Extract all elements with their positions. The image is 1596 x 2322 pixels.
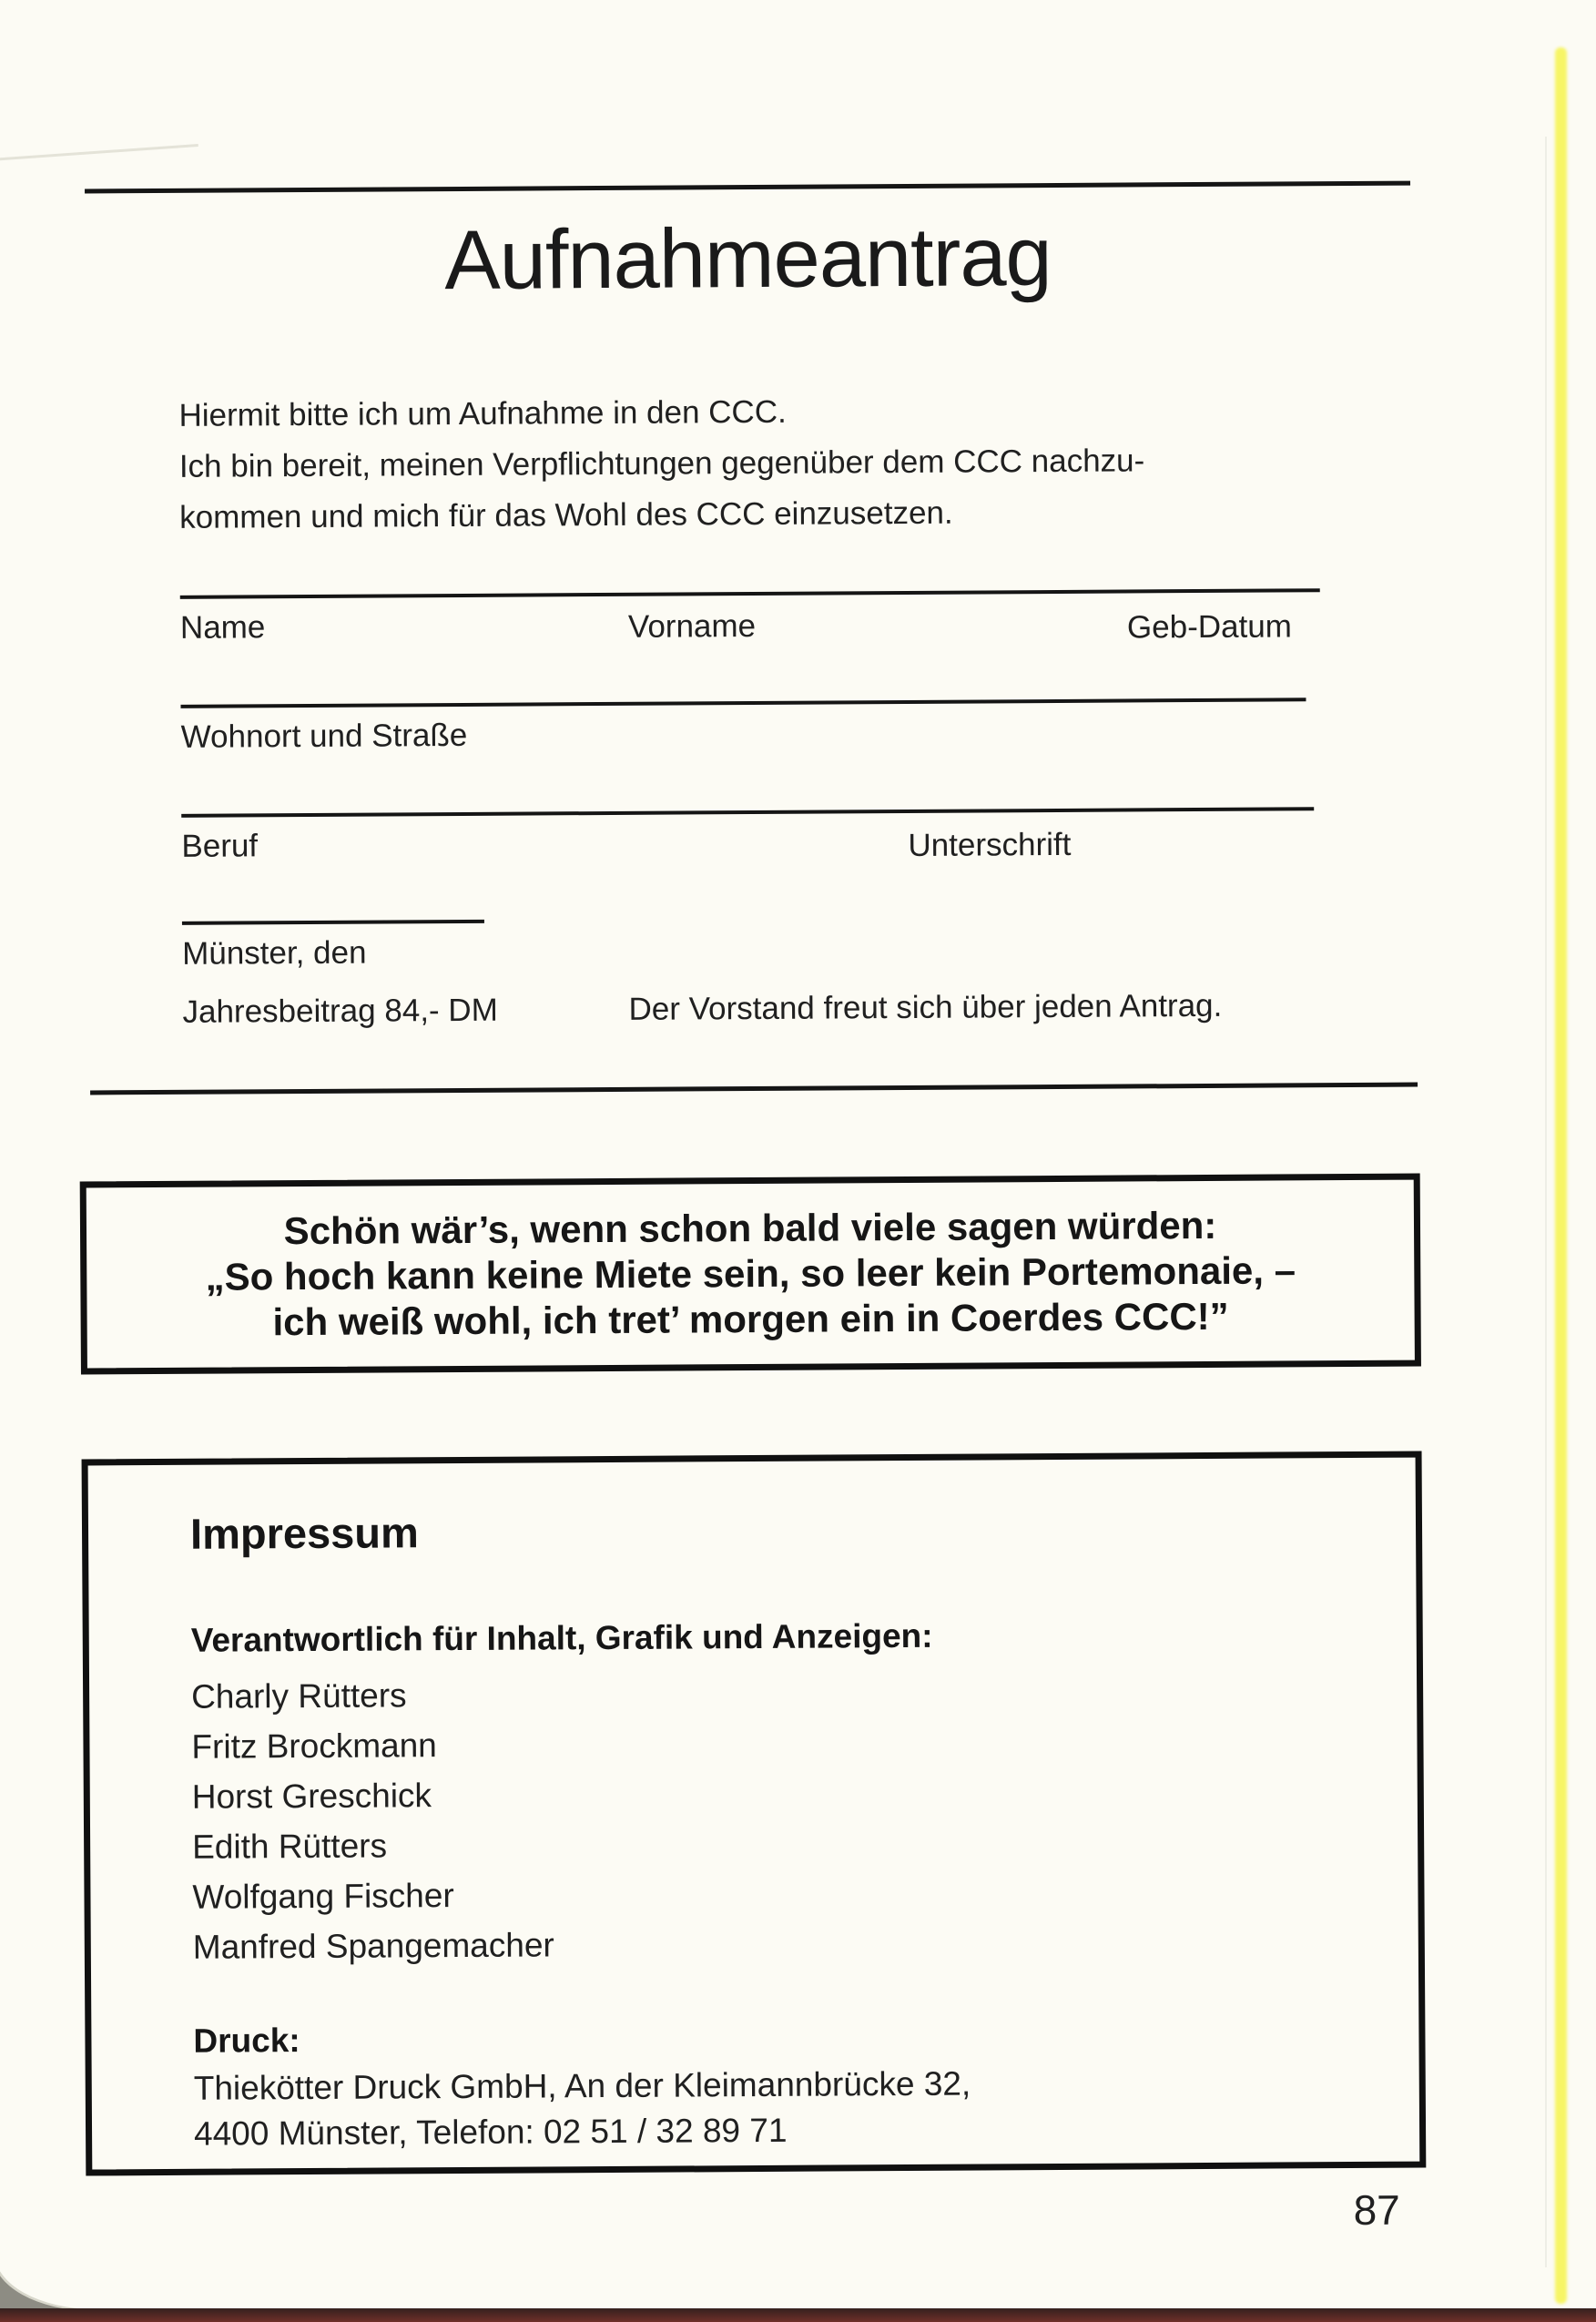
wohnort-label: Wohnort und Straße	[180, 717, 468, 755]
yellow-edge-stripe	[1555, 47, 1567, 2304]
bottom-divider	[90, 1083, 1418, 1095]
impressum-name-6: Manfred Spangemacher	[192, 1926, 554, 1966]
page-number: 87	[1353, 2185, 1400, 2235]
ort-datum-label: Münster, den	[182, 934, 367, 972]
beruf-field-line	[181, 807, 1314, 818]
name-field-line	[180, 588, 1320, 599]
impressum-name-3: Horst Greschick	[191, 1777, 432, 1816]
unterschrift-label: Unterschrift	[908, 826, 1072, 863]
slogan-box	[80, 1174, 1421, 1375]
slogan-line-2: „So hoch kann keine Miete sein, so leer kein Portemonaie, –	[205, 1248, 1296, 1298]
impressum-heading: Impressum	[189, 1508, 419, 1558]
impressum-name-1: Charly Rütters	[191, 1676, 407, 1716]
page-title: Aufnahmeantrag	[444, 210, 1052, 308]
impressum-box	[82, 1451, 1427, 2176]
board-note: Der Vorstand freut sich über jeden Antrag.	[628, 987, 1223, 1027]
beruf-label: Beruf	[181, 828, 259, 864]
druck-line-1: Thiekötter Druck GmbH, An der Kleimannbrücke 32,	[193, 2064, 971, 2107]
wohnort-field-line	[180, 698, 1306, 708]
datum-field-line	[182, 920, 484, 925]
slogan-line-1: Schön wär’s, wenn schon bald viele sagen würden:	[283, 1203, 1217, 1253]
name-label: Name	[179, 609, 266, 646]
geb-datum-label: Geb-Datum	[1126, 608, 1293, 646]
book-binding-band	[0, 2308, 1596, 2322]
vorname-label: Vorname	[627, 607, 757, 645]
right-page-edge	[1545, 137, 1547, 2267]
intro-line-3: kommen und mich für das Wohl des CCC einzusetzen.	[179, 494, 953, 535]
impressum-name-5: Wolfgang Fischer	[192, 1877, 454, 1916]
slogan-text	[86, 1202, 1415, 1347]
intro-paragraph	[178, 384, 1144, 543]
fee-text: Jahresbeitrag 84,- DM	[182, 992, 498, 1030]
impressum-name-2: Fritz Brockmann	[191, 1726, 437, 1766]
intro-line-2: Ich bin bereit, meinen Verpflichtungen gegenüber dem CCC nachzu-	[178, 443, 1145, 484]
druck-line-2: 4400 Münster, Telefon: 02 51 / 32 89 71	[193, 2111, 788, 2153]
responsible-heading: Verantwortlich für Inhalt, Grafik und Anzeigen:	[190, 1616, 933, 1659]
intro-line-1: Hiermit bitte ich um Aufnahme in den CCC.	[178, 393, 787, 433]
druck-heading: Druck:	[193, 2022, 300, 2060]
top-divider	[85, 181, 1410, 194]
impressum-name-4: Edith Rütters	[192, 1827, 388, 1866]
slogan-line-3: ich weiß wohl, ich tret’ morgen ein in Coerdes CCC!”	[272, 1294, 1229, 1344]
